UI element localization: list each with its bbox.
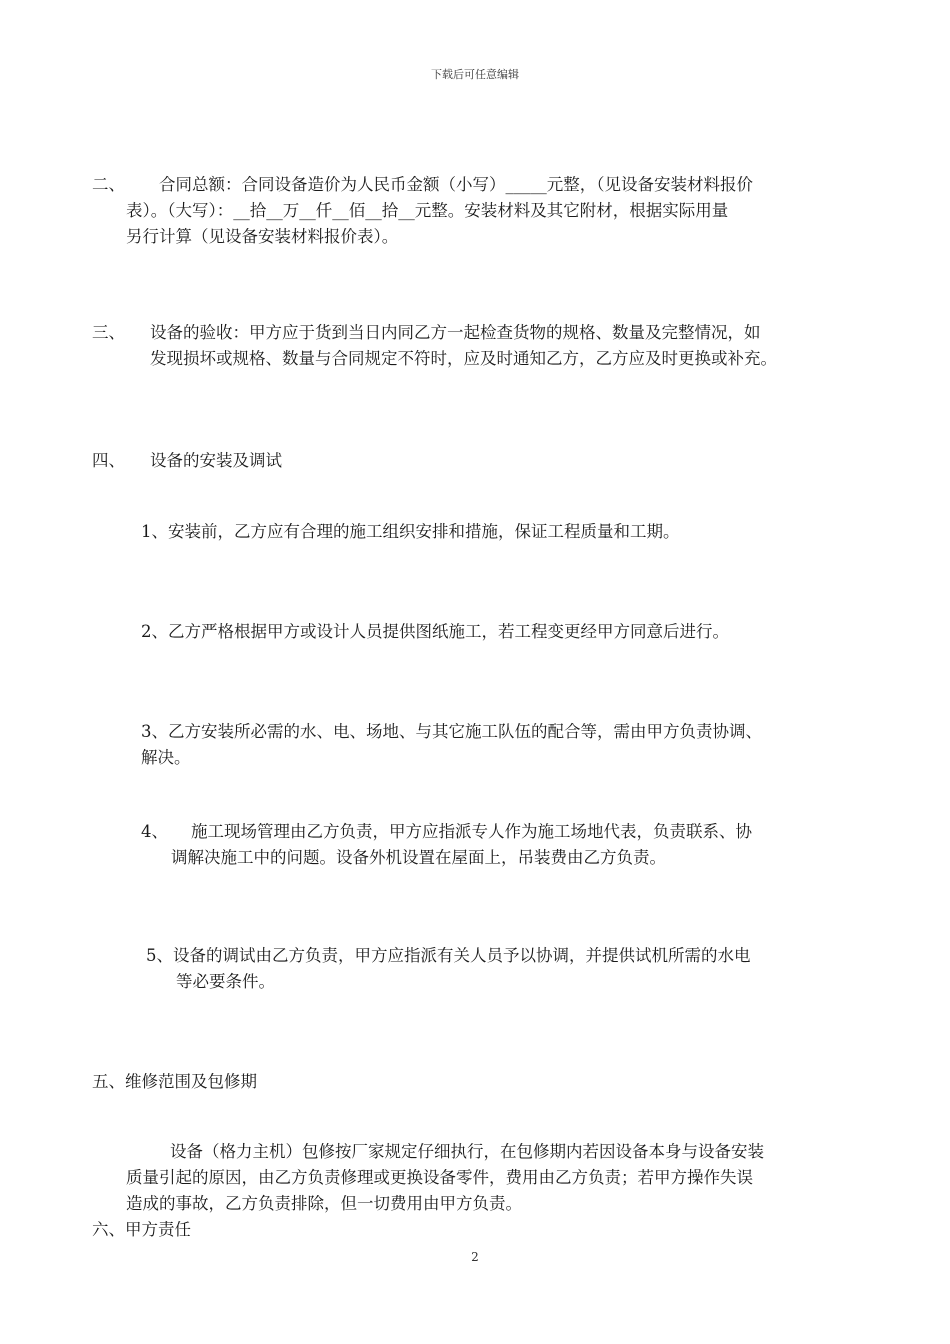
item-3-line-1: 3、乙方安装所必需的水、电、场地、与其它施工队伍的配合等，需由甲方负责协调、: [141, 722, 762, 741]
section-2-line-1: 合同总额：合同设备造价为人民币金额（小写）_____元整，（见设备安装材料报价: [159, 175, 753, 194]
section-4-heading: [92, 448, 492, 474]
section-4-item-3: [141, 719, 762, 771]
section-6-heading: [92, 1217, 191, 1243]
section-2-line-2: 表）。（大写）：__拾__万__仟__佰__拾__元整。安装材料及其它附材，根据实际用量: [126, 201, 729, 220]
section-3-acceptance: [92, 320, 777, 372]
section-2-line-3: 另行计算（见设备安装材料报价表）。: [126, 227, 399, 246]
section-3-line-2: 发现损坏或规格、数量与合同规定不符时，应及时通知乙方，乙方应及时更换或补充。: [150, 349, 777, 368]
item-1-line-1: 1、安装前，乙方应有合理的施工组织安排和措施，保证工程质量和工期。: [141, 522, 680, 541]
section-4-title: 设备的安装及调试: [150, 451, 282, 470]
section-5-line-1: 设备（格力主机）包修按厂家规定仔细执行，在包修期内若因设备本身与设备安装: [170, 1142, 764, 1161]
section-5-heading: [92, 1069, 257, 1095]
page-header: 下载后可任意编辑: [431, 68, 519, 81]
section-4-item-2: [141, 619, 729, 645]
section-4-item-4: [141, 819, 752, 871]
section-2-contract-amount: [92, 172, 753, 250]
item-4-line-2: 调解决施工中的问题。设备外机设置在屋面上，吊装费由乙方负责。: [171, 848, 666, 867]
item-4-line-1: 施工现场管理由乙方负责，甲方应指派专人作为施工场地代表，负责联系、协: [191, 822, 752, 841]
item-2-line-1: 2、乙方严格根据甲方或设计人员提供图纸施工，若工程变更经甲方同意后进行。: [141, 622, 729, 641]
item-4-number: 4、: [141, 822, 168, 841]
section-5-title: 五、维修范围及包修期: [92, 1072, 257, 1091]
section-4-item-1: [141, 519, 680, 545]
section-4-item-5: [146, 943, 751, 995]
section-2-number: 二、: [92, 175, 125, 194]
item-5-line-1: 5、设备的调试由乙方负责，甲方应指派有关人员予以协调，并提供试机所需的水电: [146, 946, 751, 965]
section-6-title: 六、甲方责任: [92, 1220, 191, 1239]
section-5-body: [126, 1139, 764, 1217]
section-3-line-1: 设备的验收：甲方应于货到当日内同乙方一起检查货物的规格、数量及完整情况，如: [150, 323, 761, 342]
section-3-number: 三、: [92, 323, 125, 342]
section-4-number: 四、: [92, 451, 125, 470]
page-number: 2: [471, 1250, 479, 1264]
item-3-line-2: 解决。: [141, 748, 191, 767]
item-5-line-2: 等必要条件。: [176, 972, 275, 991]
section-5-line-3: 造成的事故，乙方负责排除，但一切费用由甲方负责。: [126, 1194, 522, 1213]
section-5-line-2: 质量引起的原因，由乙方负责修理或更换设备零件，费用由乙方负责；若甲方操作失误: [126, 1168, 753, 1187]
